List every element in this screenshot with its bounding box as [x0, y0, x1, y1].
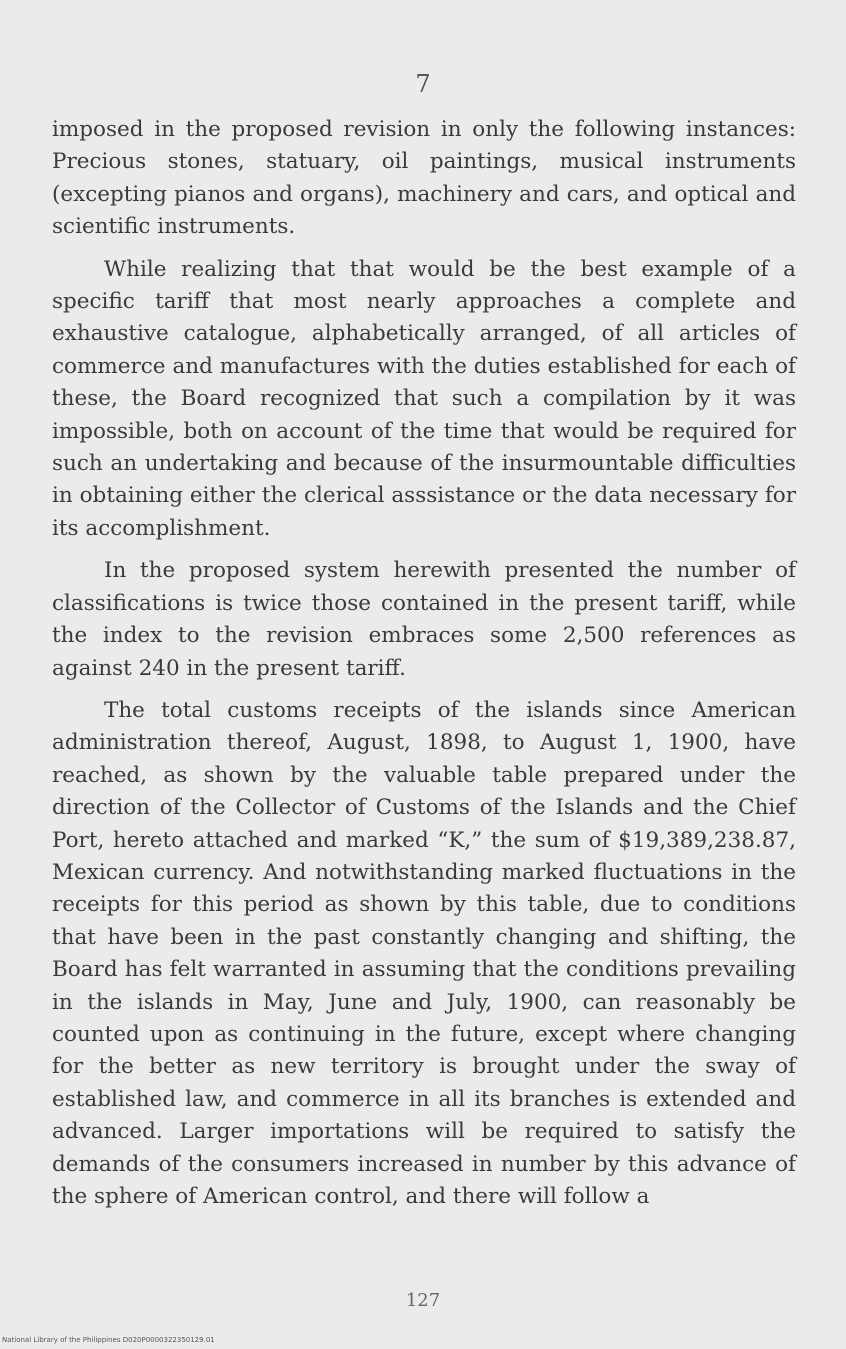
paragraph-specific-tariff: While realizing that that would be the best example of a specific tariff that most nearly approaches a complete and exhaustive catalogue, alphabetically arranged, of all articles of commerce and manufactures with the duties established for each of these, the Board recognized that such a compilation by it was impossible, both on account of the time that would be required for such an undertaking and because of the insurmountable difficulties in obtaining either the clerical asssistance or the data necessary for its accomplishment.	[52, 256, 796, 541]
footer-source-line: National Library of the Philippines D020P0000322350129.01	[2, 1336, 215, 1344]
page-number-bottom: 127	[405, 1290, 441, 1311]
paragraph-classifications: In the proposed system herewith presented the number of classifications is twice those contained in the present tariff, while the index to the revision embraces some 2,500 references as against 240 in the present tariff.	[52, 558, 796, 681]
paragraph-customs-receipts: The total customs receipts of the islands since American administration thereof, August, 1898, to August 1, 1900, have reached, as shown by the valuable table prepared under the direction of the Collector of Customs of the Islands and the Chief Port, hereto attached and marked “K,” the sum of $19,389,238.87, Mexican currency. And notwithstanding marked fluctuations in the receipts for this period as shown by this table, due to conditions that have been in the past constantly changing and shifting, the Board has felt warranted in assuming that the conditions prevailing in the islands in May, June and July, 1900, can reasonably be counted upon as continuing in the future, except where changing for the better as new territory is brought under the sway of established law, and commerce in all its branches is extended and advanced. Larger importations will be required to satisfy the demands of the consumers increased in number by this advance of the sphere of American control, and there will follow a	[52, 697, 796, 1209]
paragraph-continuation: imposed in the proposed revision in only the following instances: Precious stones, statuary, oil paintings, musical instruments (excepting pianos and organs), machinery and cars, and optical and scientific instruments.	[52, 117, 796, 240]
page-number-top: 7	[415, 70, 431, 98]
body-text	[52, 114, 796, 1223]
